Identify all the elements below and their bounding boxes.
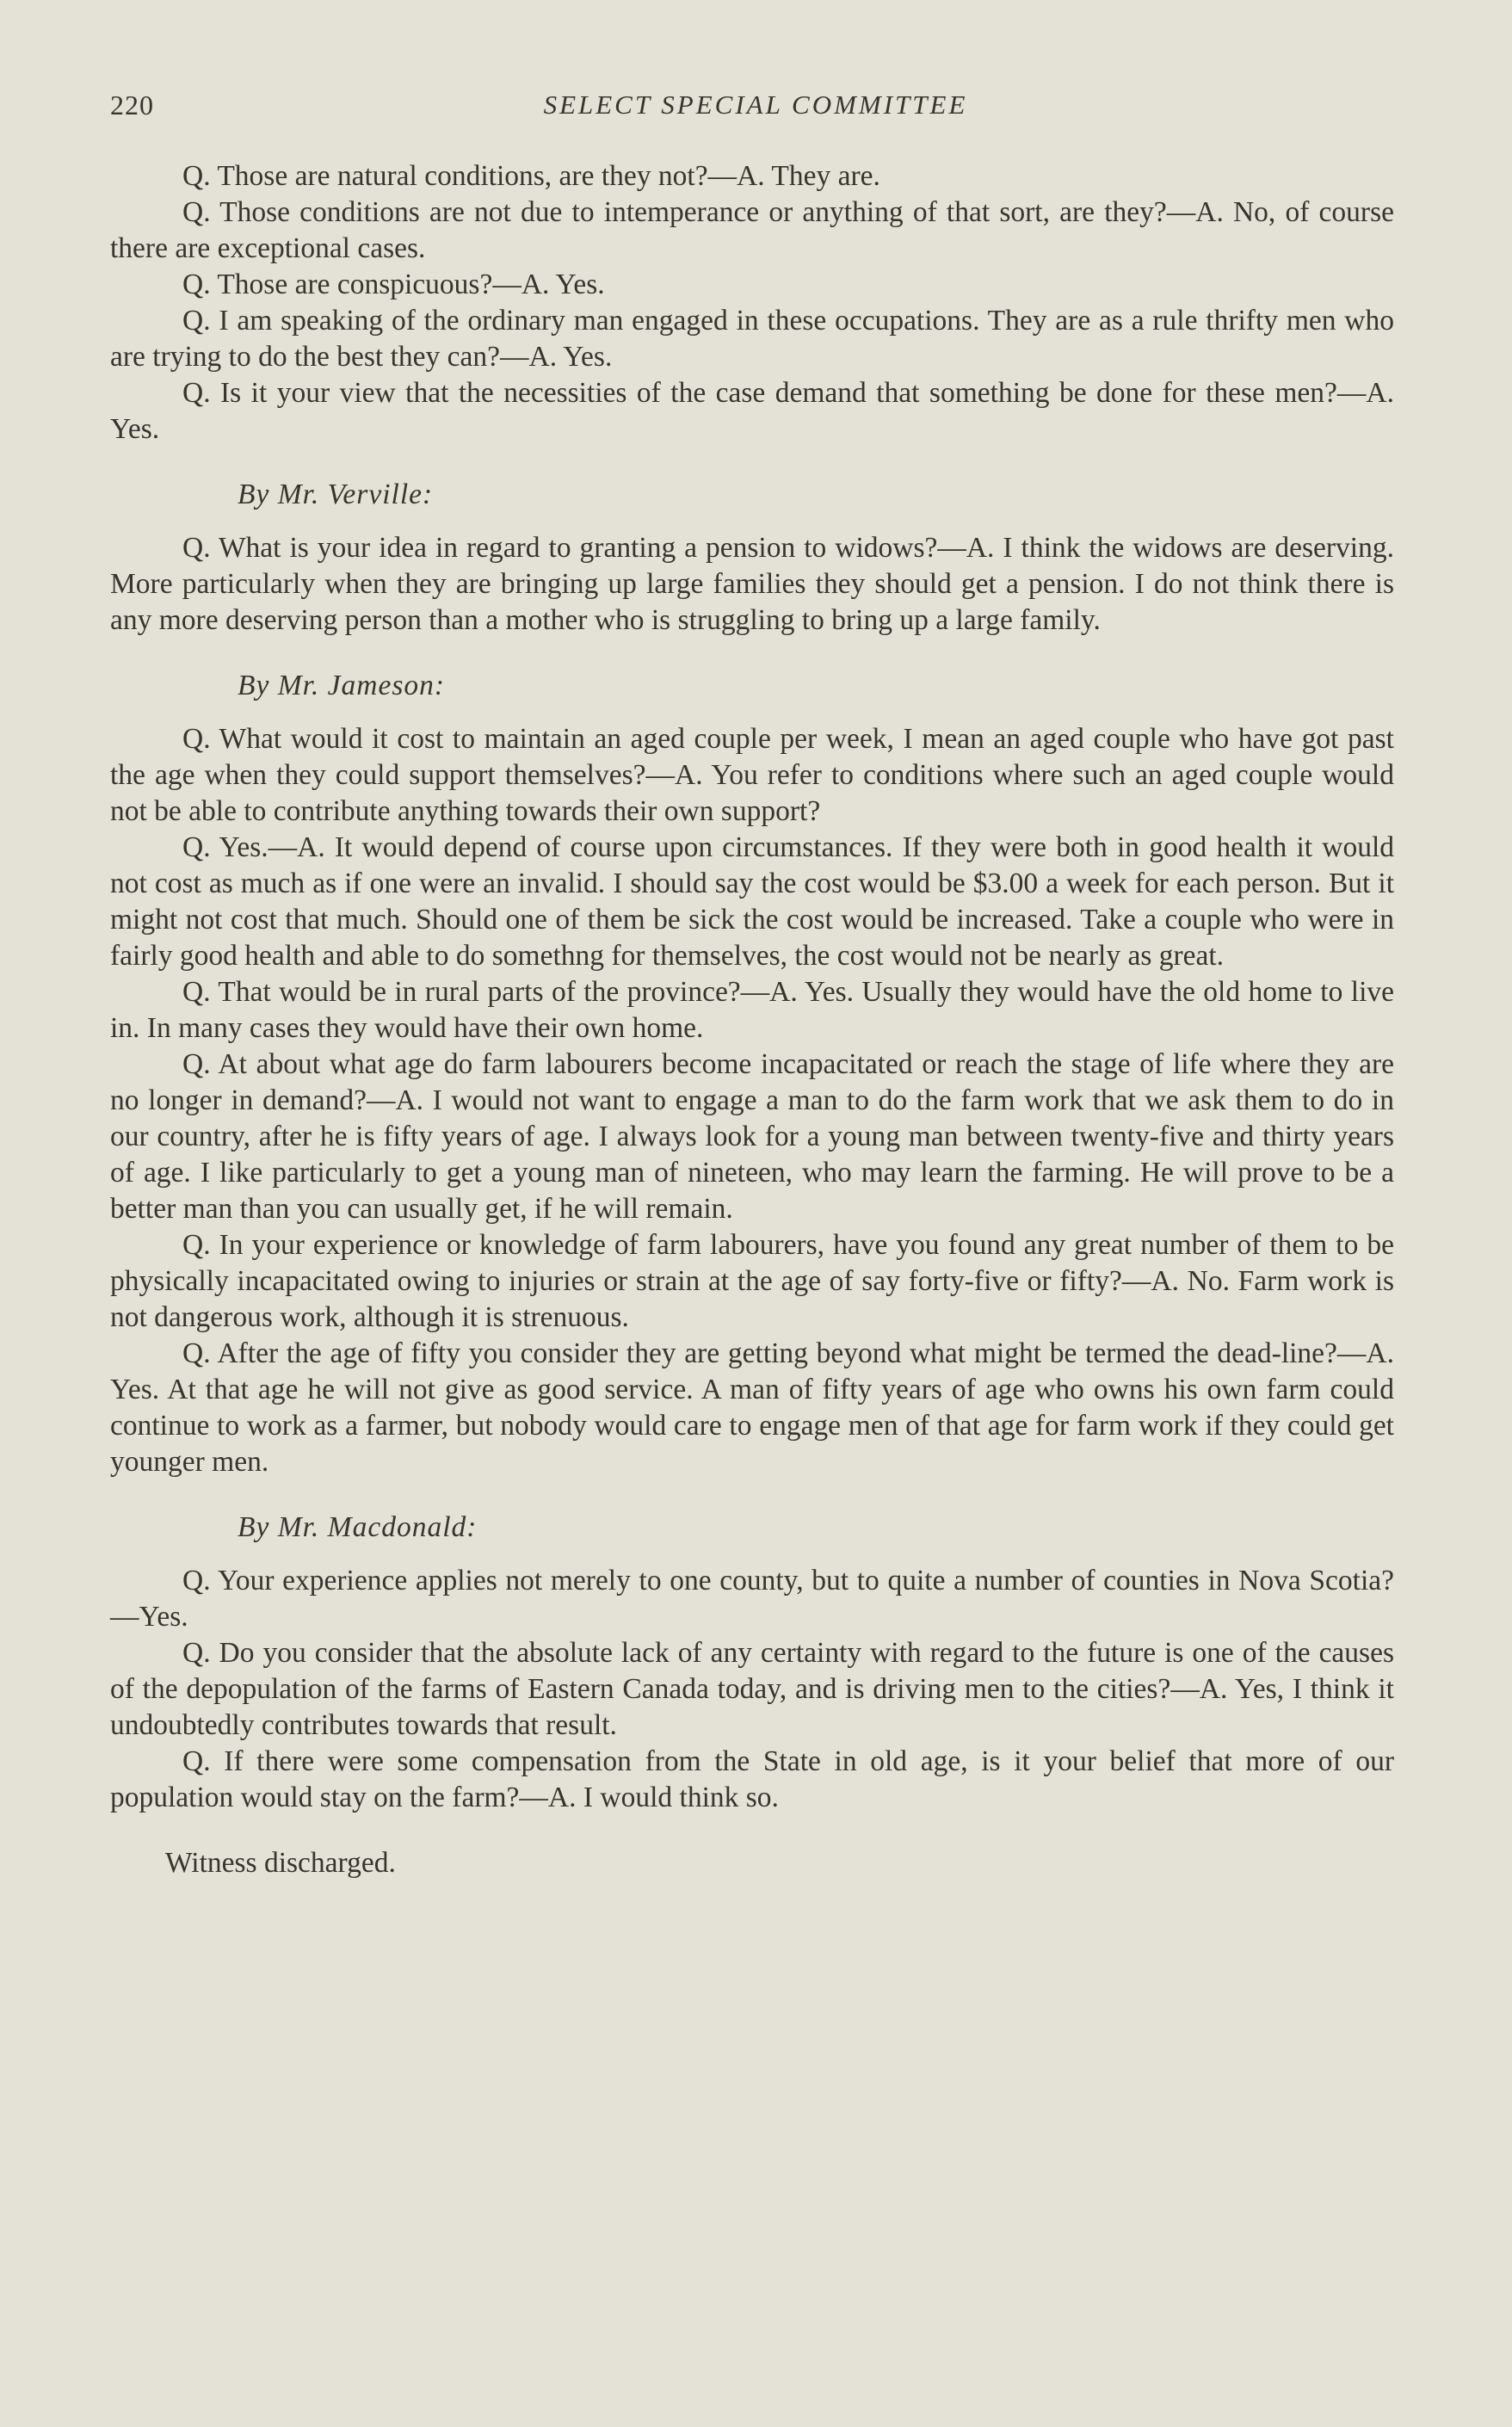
paragraph: Q. I am speaking of the ordinary man engaged in these occupations. They are as a rule thrifty men who are trying to do the best they can?—A. Yes. [110, 305, 1394, 373]
speaker-heading: By Mr. Macdonald: [238, 1511, 478, 1543]
paragraph: Q. Do you consider that the absolute lack of any certainty with regard to the future is one of the causes of the depopulation of the farms of Eastern Canada today, and is driving men to the cities?—A. Yes, I think it undoubtedly contributes towards that result. [110, 1637, 1394, 1741]
body-text [110, 158, 1394, 1881]
paragraph: Q. If there were some compensation from the State in old age, is it your belief that more of our population would stay on the farm?—A. I would think so. [110, 1745, 1394, 1813]
speaker-heading: By Mr. Jameson: [238, 670, 446, 701]
speaker-heading: By Mr. Verville: [238, 479, 434, 510]
paragraph: Q. After the age of fifty you consider they are getting beyond what might be termed the dead-line?—A. Yes. At that age he will not give as good service. A man of fifty years of age who owns his own farm could continue to work as a farmer, but nobody would care to engage men of that age for farm work if they could get younger men. [110, 1337, 1394, 1478]
paragraph: Q. In your experience or knowledge of farm labourers, have you found any great number of them to be physically incapacitated owing to injuries or strain at the age of say forty-five or fifty?—A. No. Farm work is not dangerous work, although it is strenuous. [110, 1229, 1394, 1333]
paragraph: Q. Those are conspicuous?—A. Yes. [182, 269, 605, 300]
paragraph: Q. Those are natural conditions, are they not?—A. They are. [182, 160, 880, 192]
closing-line: Witness discharged. [165, 1847, 396, 1879]
running-head: SELECT SPECIAL COMMITTEE [543, 90, 968, 120]
paragraph: Q. Those conditions are not due to intemperance or anything of that sort, are they?—A. No, of course there are exceptional cases. [110, 196, 1394, 264]
paragraph: Q. Yes.—A. It would depend of course upon circumstances. If they were both in good health it would not cost as much as if one were an invalid. I should say the cost would be $3.00 a week for each person. But it might not cost that much. Should one of them be sick the cost would be increased. Take a couple who were in fairly good health and able to do somethng for themselves, the cost would not be nearly as great. [110, 831, 1394, 972]
page-number: 220 [110, 90, 154, 120]
paragraph: Q. At about what age do farm labourers become incapacitated or reach the stage of life where they are no longer in demand?—A. I would not want to engage a man to do the farm work that we ask them to do in our country, after he is fifty years of age. I always look for a young man between twenty-five and thirty years of age. I like particularly to get a young man of nineteen, who may learn the farming. He will prove to be a better man than you can usually get, if he will remain. [110, 1048, 1394, 1225]
paragraph: Q. Is it your view that the necessities of the case demand that something be done for these men?—A. Yes. [110, 377, 1394, 445]
paragraph: Q. What would it cost to maintain an aged couple per week, I mean an aged couple who have got past the age when they could support themselves?—A. You refer to conditions where such an aged couple would not be able to contribute anything towards their own support? [110, 723, 1394, 827]
paragraph: Q. Your experience applies not merely to one county, but to quite a number of counties in Nova Scotia?—Yes. [110, 1565, 1394, 1633]
page-header [110, 90, 1401, 127]
paragraph: Q. What is your idea in regard to granting a pension to widows?—A. I think the widows are deserving. More particularly when they are bringing up large families they should get a pension. I do not think there is any more deserving person than a mother who is struggling to bring up a large family. [110, 532, 1394, 636]
paragraph: Q. That would be in rural parts of the province?—A. Yes. Usually they would have the old home to live in. In many cases they would have their own home. [110, 976, 1394, 1044]
